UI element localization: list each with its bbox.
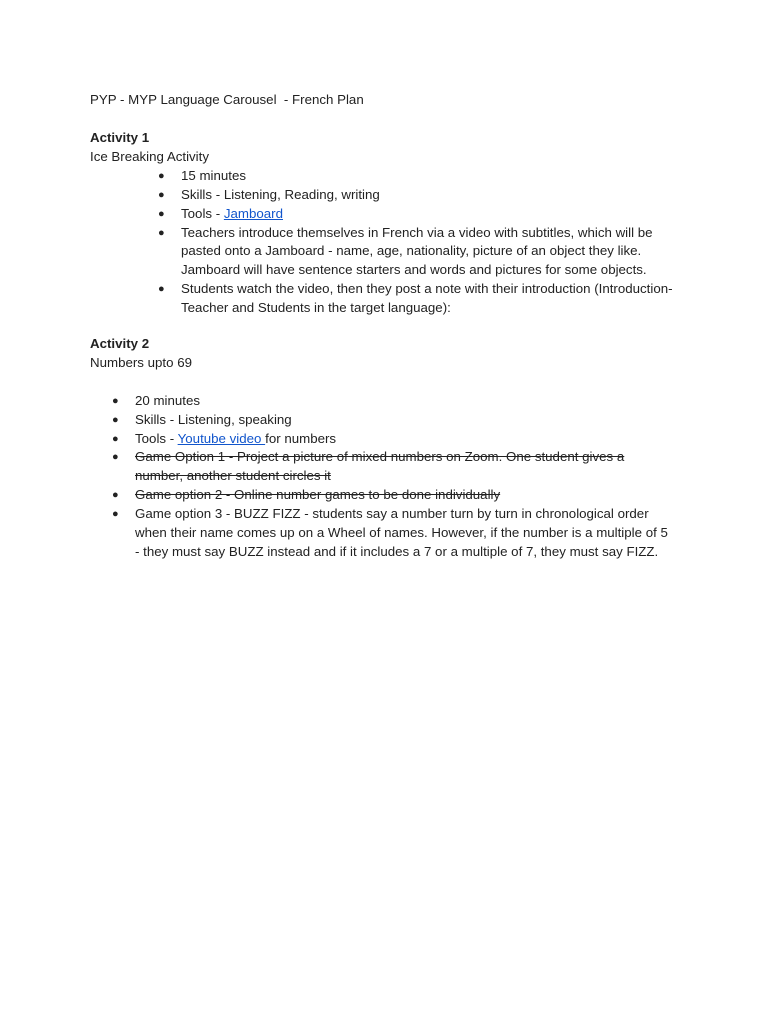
list-item-text: Skills - Listening, Reading, writing bbox=[181, 186, 380, 202]
list-item-text bbox=[181, 205, 673, 224]
tools-prefix: Tools - bbox=[135, 430, 178, 446]
list-item bbox=[90, 205, 690, 224]
list-item-text: 15 minutes bbox=[181, 167, 247, 183]
list-item bbox=[90, 486, 690, 505]
bullet-icon: ● bbox=[112, 432, 119, 445]
list-item bbox=[90, 448, 690, 486]
list-item bbox=[90, 430, 690, 449]
bullet-icon: ● bbox=[112, 413, 119, 426]
jamboard-link[interactable]: Jamboard bbox=[223, 205, 283, 221]
struck-list-item-text: Game option 2 - Online number games to be done individually bbox=[135, 487, 501, 503]
bullet-icon: ● bbox=[158, 169, 165, 182]
list-item bbox=[90, 224, 690, 281]
list-item bbox=[90, 280, 690, 318]
bullet-icon: ● bbox=[112, 489, 119, 502]
list-item-text: Teachers introduce themselves in French via a video with subtitles, which will be pasted onto a Jamboard - name, age, nationality, picture of an object they like. Jamboard will have sentence starters and words and pictures for some objects. bbox=[181, 224, 653, 278]
activity-2-bullet-list bbox=[90, 392, 690, 562]
bullet-icon: ● bbox=[112, 394, 119, 407]
tools-prefix: Tools - bbox=[181, 205, 224, 221]
activity-2-subtitle: Numbers upto 69 bbox=[90, 354, 192, 370]
list-item-text: Students watch the video, then they post a note with their introduction (Introduction- Teacher and Students in the target language): bbox=[181, 281, 673, 316]
list-item bbox=[90, 392, 690, 411]
list-item bbox=[90, 411, 690, 430]
bullet-icon: ● bbox=[158, 188, 165, 201]
bullet-icon: ● bbox=[112, 508, 119, 521]
bullet-icon: ● bbox=[112, 451, 119, 464]
struck-list-item-text: Game Option 1 - Project a picture of mixed numbers on Zoom. One student gives a number, another student circles it bbox=[135, 449, 625, 484]
activity-2-section bbox=[90, 335, 690, 562]
activity-1-heading: Activity 1 bbox=[90, 130, 150, 145]
activity-2-heading: Activity 2 bbox=[90, 336, 150, 351]
bullet-icon: ● bbox=[158, 226, 165, 239]
bullet-icon: ● bbox=[158, 207, 165, 220]
list-item-text: 20 minutes bbox=[135, 392, 201, 408]
list-item bbox=[90, 505, 690, 562]
youtube-video-link[interactable]: Youtube video bbox=[177, 430, 266, 446]
list-item-text bbox=[135, 430, 675, 449]
list-item-text: Game option 3 - BUZZ FIZZ - students say a number turn by turn in chronological order when their name comes up on a Wheel of names. However, if the number is a multiple of 5 - they must say BUZZ instead and if it includes a 7 or a multiple of 7, they must say FIZZ. bbox=[135, 506, 668, 559]
list-item-text: Skills - Listening, speaking bbox=[135, 411, 292, 427]
document-title: PYP - MYP Language Carousel - French Plan bbox=[90, 92, 364, 107]
bullet-icon: ● bbox=[158, 283, 165, 296]
activity-1-bullet-list bbox=[90, 167, 690, 318]
list-item bbox=[90, 186, 690, 205]
spacer bbox=[90, 373, 690, 392]
list-item bbox=[90, 167, 690, 186]
activity-1-subtitle: Ice Breaking Activity bbox=[90, 148, 209, 164]
tools-suffix: for numbers bbox=[265, 430, 337, 446]
activity-1-section bbox=[90, 129, 690, 318]
